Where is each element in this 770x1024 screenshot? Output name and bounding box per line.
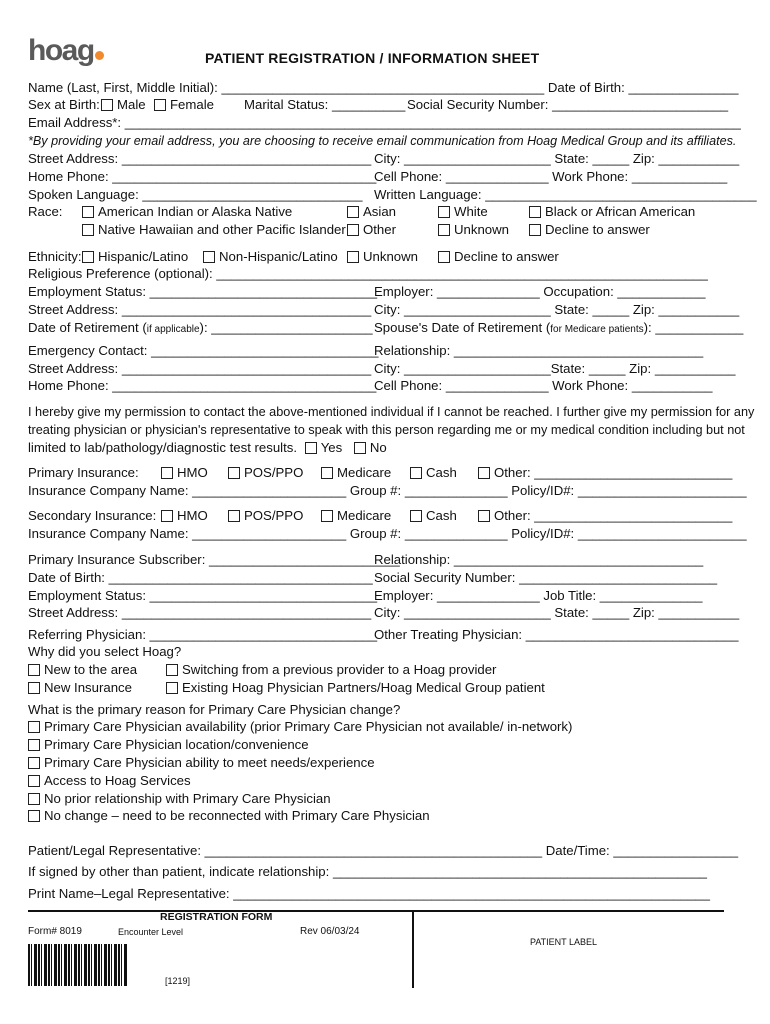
checkbox[interactable] <box>82 224 94 236</box>
print-name-field[interactable]: Print Name–Legal Representative: _________________________________________________________________ <box>28 886 710 901</box>
race-option-label: Black or African American <box>545 204 696 219</box>
primary-ins-posppo[interactable] <box>228 465 303 481</box>
race-label: Race: <box>28 204 63 219</box>
ins-option-label: Other: ___________________________ <box>494 465 733 480</box>
emergency-contact-field[interactable]: Emergency Contact: _______________________________ <box>28 343 379 358</box>
spouse-retirement-field[interactable] <box>374 320 743 338</box>
race-option-label: Decline to answer <box>545 222 650 237</box>
ins-option-label: Medicare <box>337 508 392 523</box>
why-option-label: New Insurance <box>44 680 132 695</box>
race-option-label: Asian <box>363 204 396 219</box>
checkbox[interactable] <box>82 206 94 218</box>
checkbox[interactable] <box>478 467 490 479</box>
ethnicity-option-unknown[interactable] <box>347 249 418 265</box>
ethnicity-option-hispanic[interactable] <box>82 249 188 265</box>
pcp-option-label: Primary Care Physician availability (prior Primary Care Physician not available/ in-network) <box>44 719 573 734</box>
checkbox[interactable] <box>161 510 173 522</box>
employment-field[interactable]: Employment Status: _______________________________ <box>28 284 378 299</box>
ins-option-label: Other: ___________________________ <box>494 508 733 523</box>
logo-dot <box>95 51 104 60</box>
pcp-option-access[interactable] <box>28 773 191 789</box>
home-phone-field-1[interactable]: Home Phone: ____________________________________ <box>28 169 377 184</box>
hoag-logo <box>28 34 104 68</box>
checkbox[interactable] <box>347 224 359 236</box>
checkbox[interactable] <box>321 467 333 479</box>
race-option-label: Native Hawaiian and other Pacific Islander <box>98 222 346 237</box>
ins-option-label: HMO <box>177 465 208 480</box>
cell-field-1[interactable]: Cell Phone: ______________ Work Phone: _____________ <box>374 169 728 184</box>
pcp-option-location[interactable] <box>28 737 309 753</box>
city-field-3[interactable]: City: ____________________State: _____ Zip: ___________ <box>374 361 736 376</box>
checkbox[interactable] <box>347 206 359 218</box>
form-code: [1219] <box>165 976 191 986</box>
primary-ins-cash[interactable] <box>410 465 457 481</box>
checkbox[interactable] <box>478 510 490 522</box>
cell-field-3[interactable]: Cell Phone: ______________ Work Phone: ___________ <box>374 378 713 393</box>
ins-option-label: POS/PPO <box>244 508 304 523</box>
checkbox[interactable] <box>28 775 40 787</box>
barcode <box>28 944 128 986</box>
pcp-option-no-change[interactable] <box>28 808 430 824</box>
referring-physician-field[interactable]: Referring Physician: _______________________________ <box>28 627 378 642</box>
encounter-level: Encounter Level <box>118 927 184 937</box>
checkbox[interactable] <box>28 810 40 822</box>
checkbox[interactable] <box>438 224 450 236</box>
female-label: Female <box>170 97 214 112</box>
checkbox[interactable] <box>28 739 40 751</box>
why-option-new-area[interactable] <box>28 662 137 678</box>
ethnicity-option-label: Hispanic/Latino <box>98 249 189 264</box>
form-number: Form# 8019 <box>28 926 82 937</box>
secondary-ins-other[interactable] <box>478 508 732 524</box>
yes-label: Yes <box>320 440 343 455</box>
pcp-option-label: Primary Care Physician location/convenience <box>44 737 309 752</box>
home-phone-field-3[interactable]: Home Phone: ____________________________________ <box>28 378 377 393</box>
secondary-ins-hmo[interactable] <box>161 508 208 524</box>
primary-insurance-label: Primary Insurance: <box>28 465 139 480</box>
secondary-ins-posppo[interactable] <box>228 508 303 524</box>
ethnicity-option-label: Non-Hispanic/Latino <box>219 249 338 264</box>
why-option-new-insurance[interactable] <box>28 680 132 696</box>
retirement-blank: ): ______________________ <box>199 320 373 335</box>
street-field-3[interactable]: Street Address: __________________________________ <box>28 361 372 376</box>
ssn-field-2[interactable]: Social Security Number: ___________________________ <box>374 570 718 585</box>
ethnicity-option-decline[interactable] <box>438 249 559 265</box>
name-field[interactable]: Name (Last, First, Middle Initial): ____________________________________________ Date of Birth: _______________ <box>28 80 739 95</box>
checkbox[interactable] <box>228 467 240 479</box>
city-field-4[interactable]: City: ____________________ State: _____ Zip: ___________ <box>374 605 740 620</box>
race-option-native-hawaiian[interactable] <box>82 222 346 238</box>
primary-ins-other[interactable] <box>478 465 732 481</box>
male-label: Male <box>117 97 146 112</box>
checkbox[interactable] <box>82 251 94 263</box>
pcp-option-label: No prior relationship with Primary Care Physician <box>44 791 331 806</box>
spoken-language-field[interactable]: Spoken Language: ______________________________ <box>28 187 363 202</box>
checkbox[interactable] <box>347 251 359 263</box>
ins-option-label: Cash <box>426 508 457 523</box>
written-language-field[interactable]: Written Language: _____________________________________ <box>374 187 757 202</box>
employer-field-2[interactable]: Employer: ______________ Job Title: ______________ <box>374 588 703 603</box>
why-option-label: New to the area <box>44 662 138 677</box>
ethnicity-option-label: Unknown <box>363 249 418 264</box>
no-label: No <box>369 440 387 455</box>
checkbox[interactable] <box>321 510 333 522</box>
pcp-option-ability[interactable] <box>28 755 375 771</box>
employer-field[interactable]: Employer: ______________ Occupation: ____________ <box>374 284 706 299</box>
permission-text-3 <box>28 440 387 456</box>
signature-field[interactable]: Patient/Legal Representative: ______________________________________________ Date/Time: _________________ <box>28 843 739 858</box>
race-option-decline[interactable] <box>529 222 650 238</box>
ins-option-label: POS/PPO <box>244 465 304 480</box>
race-option-black[interactable] <box>529 204 695 220</box>
sex-label: Sex at Birth: <box>28 97 100 112</box>
ethnicity-option-label: Decline to answer <box>454 249 559 264</box>
race-option-unknown[interactable] <box>438 222 509 238</box>
why-option-label: Existing Hoag Physician Partners/Hoag Medical Group patient <box>182 680 545 695</box>
relationship-field-2[interactable]: Relationship: __________________________________ <box>374 552 704 567</box>
race-option-asian[interactable] <box>347 204 396 220</box>
checkbox[interactable] <box>28 682 40 694</box>
subscriber-field[interactable]: Primary Insurance Subscriber: __________________________ <box>28 552 400 567</box>
checkbox[interactable] <box>228 510 240 522</box>
signed-by-field[interactable]: If signed by other than patient, indicate relationship: ___________________________________________________ <box>28 864 708 879</box>
street-field-1[interactable]: Street Address: __________________________________ <box>28 151 372 166</box>
checkbox[interactable] <box>529 206 541 218</box>
spouse-retirement-note: for Medicare patients <box>550 324 644 335</box>
religion-field[interactable]: Religious Preference (optional): ___________________________________________________________________ <box>28 266 708 281</box>
permission-text-3-label: limited to lab/pathology/diagnostic test results. <box>28 440 298 455</box>
race-option-label: White <box>454 204 488 219</box>
spouse-retirement-label: Spouse's Date of Retirement ( <box>374 320 551 335</box>
checkbox[interactable] <box>28 721 40 733</box>
yes-checkbox[interactable] <box>305 442 317 454</box>
street-field-4[interactable]: Street Address: __________________________________ <box>28 605 372 620</box>
pcp-option-label: Access to Hoag Services <box>44 773 191 788</box>
checkbox[interactable] <box>28 793 40 805</box>
checkbox[interactable] <box>161 467 173 479</box>
checkbox[interactable] <box>410 510 422 522</box>
male-checkbox[interactable] <box>101 99 113 111</box>
pcp-option-label: No change – need to be reconnected with Primary Care Physician <box>44 808 430 823</box>
ssn-field[interactable]: Social Security Number: ________________________ <box>407 97 729 112</box>
retirement-label: Date of Retirement ( <box>28 320 147 335</box>
checkbox[interactable] <box>166 682 178 694</box>
ethnicity-option-non-hispanic[interactable] <box>203 249 338 265</box>
city-field-2[interactable]: City: ____________________ State: _____ Zip: ___________ <box>374 302 740 317</box>
race-option-other[interactable] <box>347 222 396 238</box>
email-field[interactable]: Email Address*: ____________________________________________________________________________________ <box>28 115 741 130</box>
pcp-option-label: Primary Care Physician ability to meet needs/experience <box>44 755 375 770</box>
footer-divider-horizontal <box>28 910 724 912</box>
other-physician-field[interactable]: Other Treating Physician: _____________________________ <box>374 627 739 642</box>
relationship-field-1[interactable]: Relationship: __________________________________ <box>374 343 704 358</box>
primary-ins-hmo[interactable] <box>161 465 208 481</box>
insurance-company-field-2[interactable]: Insurance Company Name: _____________________ Group #: ______________ Policy/ID#: _______________________ <box>28 526 747 541</box>
ethnicity-label: Ethnicity: <box>28 249 82 264</box>
race-option-label: Unknown <box>454 222 509 237</box>
ins-option-label: Cash <box>426 465 457 480</box>
insurance-company-field-1[interactable]: Insurance Company Name: _____________________ Group #: ______________ Policy/ID#: _______________________ <box>28 483 747 498</box>
pcp-option-availability[interactable] <box>28 719 572 735</box>
revision-date: Rev 06/03/24 <box>300 926 360 937</box>
registration-form-label: REGISTRATION FORM <box>160 911 273 923</box>
checkbox[interactable] <box>529 224 541 236</box>
city-field-1[interactable]: City: ____________________ State: _____ Zip: ___________ <box>374 151 740 166</box>
race-option-label: American Indian or Alaska Native <box>98 204 293 219</box>
checkbox[interactable] <box>28 757 40 769</box>
ins-option-label: HMO <box>177 508 208 523</box>
why-hoag-question: Why did you select Hoag? <box>28 644 182 659</box>
why-option-existing[interactable] <box>166 680 545 696</box>
female-checkbox[interactable] <box>154 99 166 111</box>
no-checkbox[interactable] <box>354 442 366 454</box>
why-option-label: Switching from a previous provider to a Hoag provider <box>182 662 497 677</box>
permission-text-2: treating physician or physician's representative to speak with this person regarding me or my medical condition including but not <box>28 423 745 437</box>
checkbox[interactable] <box>438 251 450 263</box>
checkbox[interactable] <box>203 251 215 263</box>
pcp-question: What is the primary reason for Primary Care Physician change? <box>28 702 401 717</box>
permission-text-1: I hereby give my permission to contact the above-mentioned individual if I cannot be reached. I further give my permission for any <box>28 405 755 419</box>
ins-option-label: Medicare <box>337 465 392 480</box>
female-option[interactable] <box>154 97 214 113</box>
checkbox[interactable] <box>410 467 422 479</box>
why-option-switching[interactable] <box>166 662 496 678</box>
race-option-american-indian[interactable] <box>82 204 292 220</box>
footer-divider-vertical <box>412 910 414 988</box>
employment-field-2[interactable]: Employment Status: _______________________________ <box>28 588 378 603</box>
secondary-insurance-label: Secondary Insurance: <box>28 508 157 523</box>
logo-text: hoag <box>28 34 94 67</box>
primary-ins-medicare[interactable] <box>321 465 391 481</box>
no-option[interactable] <box>354 440 387 455</box>
race-option-white[interactable] <box>438 204 488 220</box>
page-title: PATIENT REGISTRATION / INFORMATION SHEET <box>205 50 540 66</box>
patient-label: PATIENT LABEL <box>530 937 598 947</box>
retirement-field[interactable] <box>28 320 373 338</box>
checkbox[interactable] <box>166 664 178 676</box>
pcp-option-no-prior[interactable] <box>28 791 331 807</box>
marital-field[interactable]: Marital Status: __________ <box>244 97 406 112</box>
email-note: *By providing your email address, you are choosing to receive email communication from Hoag Medical Group and its affiliates. <box>28 134 737 148</box>
secondary-ins-medicare[interactable] <box>321 508 391 524</box>
dob-field-2[interactable]: Date of Birth: ____________________________________ <box>28 570 373 585</box>
spouse-retirement-blank: ): ____________ <box>643 320 744 335</box>
yes-option[interactable] <box>305 440 343 455</box>
checkbox[interactable] <box>438 206 450 218</box>
street-field-2[interactable]: Street Address: __________________________________ <box>28 302 372 317</box>
checkbox[interactable] <box>28 664 40 676</box>
secondary-ins-cash[interactable] <box>410 508 457 524</box>
male-option[interactable] <box>101 97 146 113</box>
race-option-label: Other <box>363 222 396 237</box>
retirement-note: if applicable <box>146 324 200 335</box>
